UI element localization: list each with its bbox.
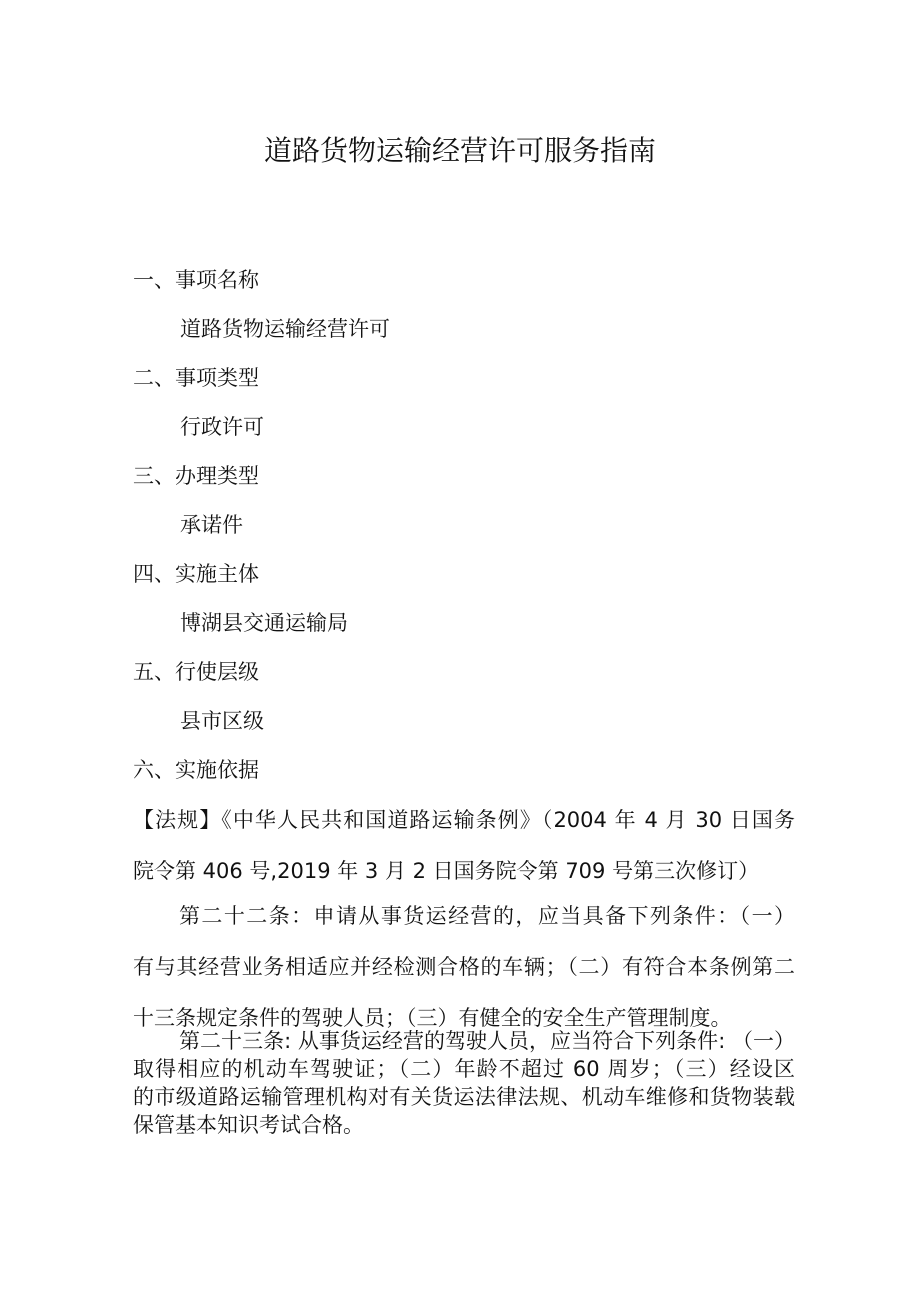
section-heading-item-type: 二、事项类型 bbox=[133, 366, 259, 390]
section-heading-implementing-body: 四、实施主体 bbox=[133, 562, 259, 586]
section-value-handling-type: 承诺件 bbox=[180, 513, 243, 537]
text-line: 第二十三条: 从事货运经营的驾驶人员，应当符合下列条件: （一） bbox=[179, 1029, 795, 1053]
text-line: 第二十二条：申请从事货运经营的，应当具备下列条件：（一） bbox=[179, 904, 795, 928]
section-heading-handling-type: 三、办理类型 bbox=[133, 464, 259, 488]
document-title: 道路货物运输经营许可服务指南 bbox=[263, 134, 656, 167]
text-line: 保管基本知识考试合格。 bbox=[133, 1113, 364, 1137]
legal-basis-regulation bbox=[133, 795, 795, 897]
article-23-paragraph bbox=[133, 1027, 795, 1139]
text-line: 取得相应的机动车驾驶证；（二）年龄不超过 60 周岁；（三）经设区 bbox=[133, 1057, 795, 1081]
section-value-item-name: 道路货物运输经营许可 bbox=[180, 317, 390, 341]
section-value-implementing-body: 博湖县交通运输局 bbox=[180, 611, 348, 635]
text-line: 有与其经营业务相适应并经检测合格的车辆；（二）有符合本条例第二 bbox=[133, 955, 795, 979]
text-line: 十三条规定条件的驾驶人员；（三）有健全的安全生产管理制度。 bbox=[133, 1006, 732, 1030]
article-22-paragraph bbox=[133, 891, 795, 1044]
text-line: 【法规】《中华人民共和国道路运输条例》（2004 年 4 月 30 日国务 bbox=[133, 808, 795, 832]
section-heading-exercise-level: 五、行使层级 bbox=[133, 660, 259, 684]
text-line: 的市级道路运输管理机构对有关货运法律法规、机动车维修和货物装载 bbox=[133, 1085, 795, 1109]
section-value-item-type: 行政许可 bbox=[180, 415, 264, 439]
text-line: 院令第 406 号,2019 年 3 月 2 日国务院令第 709 号第三次修订） bbox=[133, 859, 760, 883]
section-heading-item-name: 一、事项名称 bbox=[133, 268, 259, 292]
section-heading-legal-basis: 六、实施依据 bbox=[133, 758, 259, 782]
section-value-exercise-level: 县市区级 bbox=[180, 709, 264, 733]
